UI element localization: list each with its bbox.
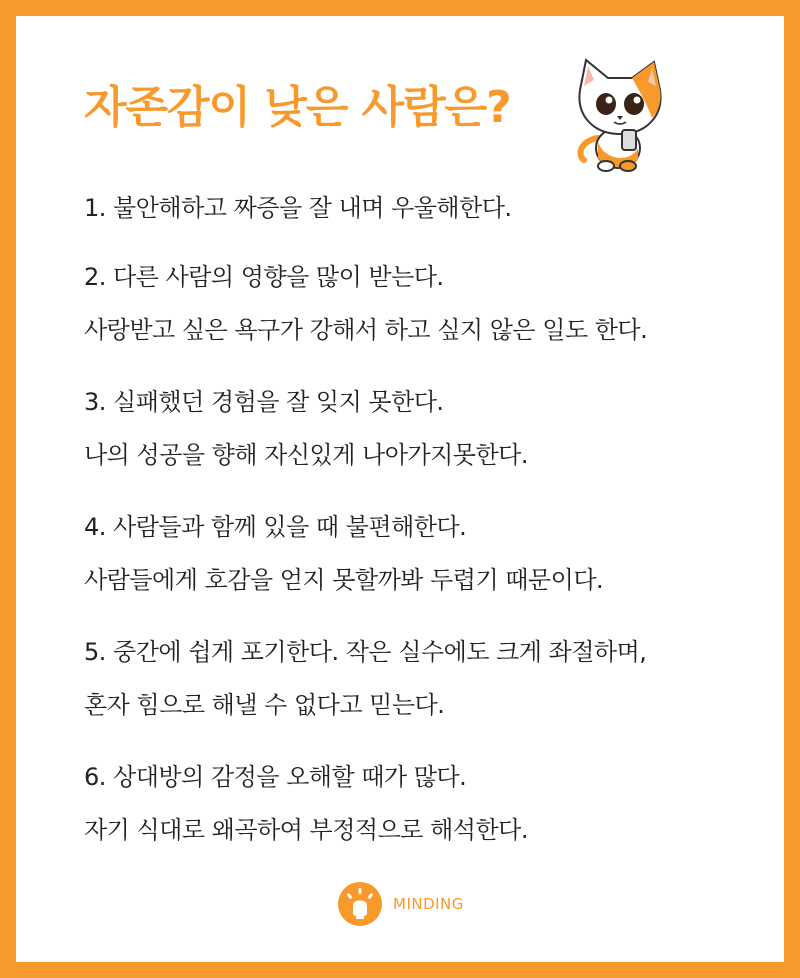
item-4-line-2: 사람들에게 호감을 얻지 못할까봐 두렵기 때문이다.: [84, 566, 604, 594]
brand-name: MINDING: [393, 895, 464, 913]
item-3-line-1: 3. 실패했던 경험을 잘 잊지 못한다.: [84, 388, 444, 416]
item-2-line-2: 사랑받고 싶은 욕구가 강해서 하고 싶지 않은 일도 한다.: [84, 316, 648, 344]
item-4-line-1: 4. 사람들과 함께 있을 때 불편해한다.: [84, 513, 467, 541]
item-2-line-1: 2. 다른 사람의 영향을 많이 받는다.: [84, 263, 444, 291]
lightbulb-icon: [338, 882, 382, 926]
item-6-line-1: 6. 상대방의 감정을 오해할 때가 많다.: [84, 763, 467, 791]
cat-mascot-icon: [568, 56, 672, 174]
item-3-line-2: 나의 성공을 향해 자신있게 나아가지못한다.: [84, 441, 528, 469]
item-5-line-2: 혼자 힘으로 해낼 수 없다고 믿는다.: [84, 691, 445, 719]
item-5-line-1: 5. 중간에 쉽게 포기한다. 작은 실수에도 크게 좌절하며,: [84, 638, 647, 666]
item-6-line-2: 자기 식대로 왜곡하여 부정적으로 해석한다.: [84, 816, 528, 844]
page-title: 자존감이 낮은 사람은?: [84, 82, 511, 133]
item-1-line-1: 1. 불안해하고 짜증을 잘 내며 우울해한다.: [84, 194, 512, 222]
